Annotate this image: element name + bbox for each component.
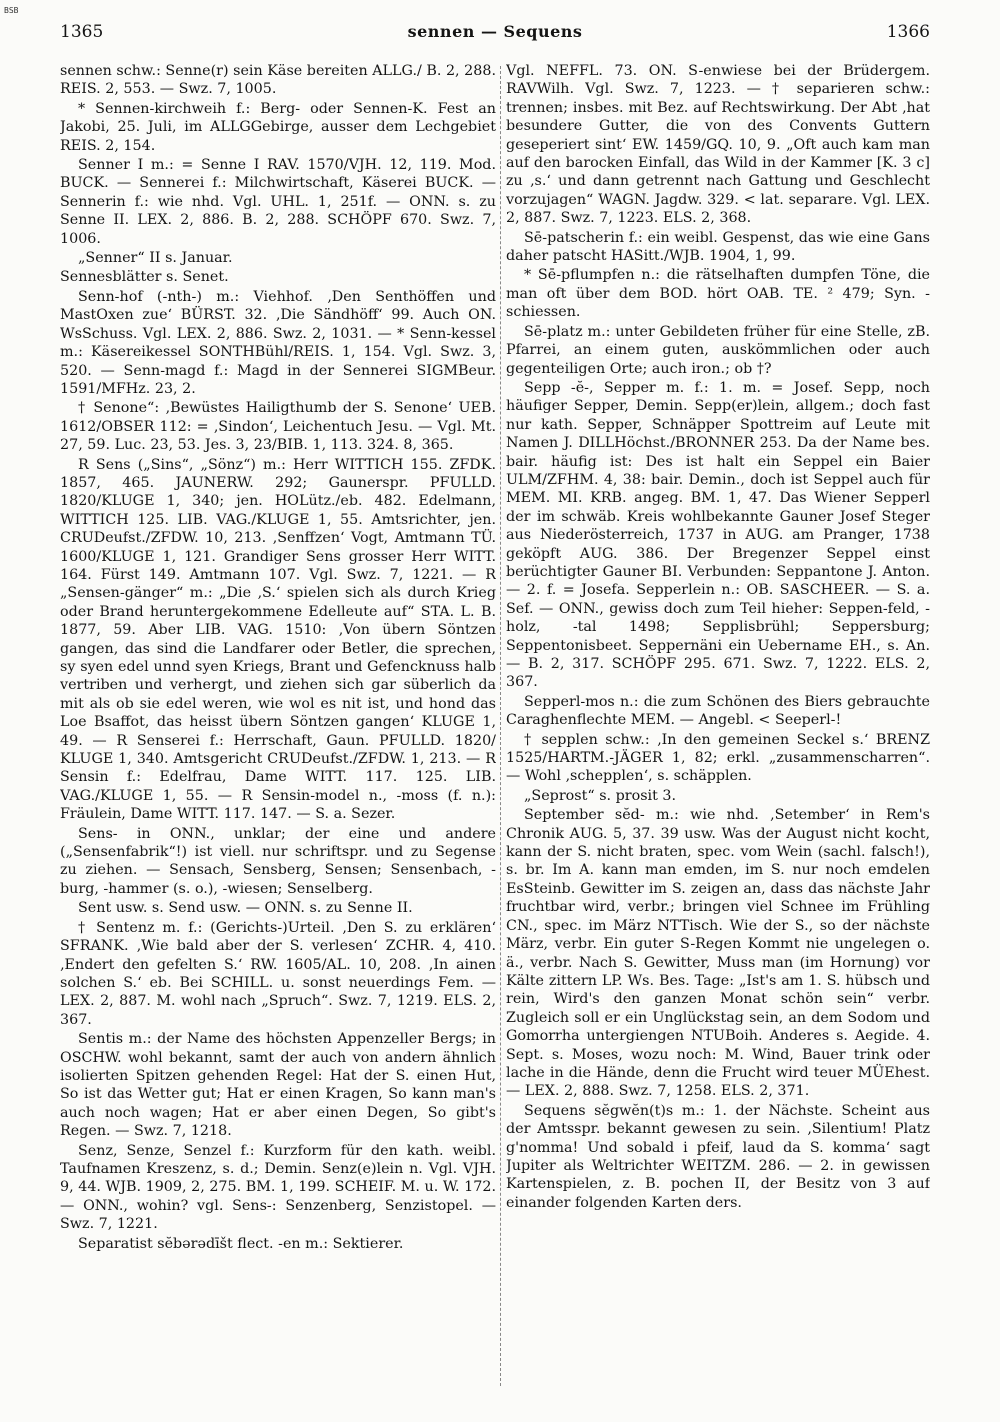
dictionary-entry: Sepperl-mos n.: die zum Schönen des Biers gebrauchte Caraghenflechte MEM. — Angebl. < Seeperl-! [506, 693, 930, 729]
dictionary-entry: Senn-hof (-nth-) m.: Viehhof. ‚Den Senthöffen und MastOxen zue‘ BÜRST. 32. ‚Die Sändhöff‘ 99. Auch ON. WsSchuss. Vgl. LEX. 2, 886. Swz. 2, 1031. — * Senn-kessel m.: Käsereikessel SONTHBühl/REIS. 1, 154. Vgl. Swz. 3, 520. — Senn-magd f.: Magd in der Sennerei SIGMBeur. 1591/MFHz. 23, 2. [60, 288, 496, 397]
dictionary-entry: Vgl. NEFFL. 73. ON. S-enwiese bei der Brüdergem. RAVWilh. Vgl. Swz. 7, 1223. — † separieren schw.: trennen; insbes. mit Bez. auf Rechtswirkung. Der Abt ‚hat besundere Gutter, die von des Convents Guttern geseperiert sint‘ EW. 1459/GQ. 10, 9. „Oft auch kam man auf den barocken Einfall, das Wild in der Kammer [K. 3 c] zu ‚s.‘ und dann getrennt nach Gattung und Geschlecht vorzujagen“ WAGN. Jagdw. 329. < lat. separare. Vgl. LEX. 2, 887. Swz. 7, 1223. ELS. 2, 368. [506, 63, 930, 227]
dictionary-entry: Sentis m.: der Name des höchsten Appenzeller Bergs; in OSCHW. wohl bekannt, samt der auch von andern ähnlich isolierten Spitzen gehenden Regel: Hat der S. einen Hut, So ist das Wetter gut; Hat er einen Kragen, So kann man's auch noch wagen; Hat er aber einen Degen, So gibt's Regen. — Swz. 7, 1218. [60, 1031, 496, 1140]
dictionary-entry: † Senone“: ‚Bewüstes Hailigthumb der S. Senone‘ UEB. 1612/OBSER 112: = ‚Sindon‘, Leichentuch Jesu. — Vgl. Mt. 27, 59. Luc. 23, 53. Jes. 3, 23/BIB. 1, 113. 324. 8, 365. [60, 400, 496, 454]
dictionary-entry: Sepp -ĕ-, Sepper m. f.: 1. m. = Josef. Sepp, noch häufiger Sepper, Demin. Sepp(er)lein, allgem.; doch fast nur kath. Sepper, Schnäpper Spottreim auf Leute mit Namen J. DILLHöchst./BRONNER 253. Da der Name bes. bair. häufig ist: Des ist halt ein Seppel ein Baier ULM/ZFHM. 4, 38: bair. Demin., doch ist Seppel auch für MEM. MI. KRB. angeg. BM. 1, 47. Das Wiener Sepperl der im schwäb. Kreis wohlbekannte Gauner Josef Steger aus Niederösterreich, 1737 in AUG. am Pranger, 1738 geköpft AUG. 386. Der Bregenzer Seppel einst berüchtigter Gauner BI. Verbunden: Seppantone J. Anton. — 2. f. = Josefa. Sepperlein n.: OB. SASCHEER. — S. a. Sef. — ONN., gewiss doch zum Teil hieher: Seppen-feld, -holz, -tal 1498; Sepplisbrühl; Seppersburg; Seppentonisbeet. Seppernäni ein Uebername EH., s. An. — B. 2, 317. SCHÖPF 295. 671. Swz. 7, 1222. ELS. 2, 367. [506, 379, 930, 691]
dictionary-entry: Sē-platz m.: unter Gebildeten früher für eine Stelle, zB. Pfarrei, an einem guten, auskömmlichen oder auch gegenteiligen Orte; auch iron.; ob †? [506, 323, 930, 377]
page-header [60, 18, 930, 46]
dictionary-entry: Sent usw. s. Send usw. — ONN. s. zu Senne II. [78, 900, 413, 917]
dictionary-entry: „Senner“ II s. Januar. [78, 250, 233, 267]
right-page-number: 1366 [886, 22, 930, 42]
dictionary-entry: September sĕd- m.: wie nhd. ‚Setember‘ in Rem's Chronik AUG. 5, 37. 39 usw. Was der August nicht kocht, kann der S. nicht braten, spec. vom Wein (sachl. falsch!), s. br. Im A. kann man emden, im S. nur noch emdelen EsSteinb. Gewitter im S. zeigen an, dass das nächste Jahr fruchtbar wird, verbr.; bringen viel Schnee im Frühling CN., spec. im März NTTisch. Wie der S., so der nächste März, verbr. Ein guter S-Regen Kommt nie ungelegen o. ä., verbr. Nach S. Gewitter, Muss man (im Hornung) vor Kälte zittern LP. Ws. Bes. Tage: „Ist's am 1. S. hübsch und rein, Wird's den ganzen Monat schön sein“ verbr. Zugleich soll er ein Unglückstag sein, an dem Sodom und Gomorrha untergiengen NTUBoih. Anderes s. Aegide. 4. Sept. s. Moses, wozu noch: M. Wind, Bauer trink oder lache in die Hände, denn die Frucht wird teuer MÜEhest. — LEX. 2, 888. Swz. 7, 1258. ELS. 2, 371. [506, 807, 930, 1100]
dictionary-entry: Senz, Senze, Senzel f.: Kurzform für den kath. weibl. Taufnamen Kreszenz, s. d.; Demin. Senz(e)lein n. Vgl. VJH. 9, 44. WJB. 1909, 2, 275. BM. 1, 199. SCHEIF. M. u. W. 172. — ONN., wohin? vgl. Sens-: Senzenberg, Senzistopel. — Swz. 7, 1221. [60, 1142, 496, 1233]
left-page-number: 1365 [60, 22, 104, 42]
dictionary-entry: † sepplen schw.: ‚In den gemeinen Seckel s.‘ BRENZ 1525/HARTM.-JÄGER 1, 82; erkl. „zusammenscharren“. — Wohl ‚schepplen‘, s. schäpplen. [506, 731, 930, 785]
dictionary-entry: „Seprost“ s. prosit 3. [524, 787, 677, 804]
left-column [60, 62, 496, 1382]
dictionary-entry: sennen schw.: Senne(r) sein Käse bereiten ALLG./ B. 2, 288. REIS. 2, 553. — Swz. 7, 1005. [60, 63, 496, 98]
right-column [506, 62, 930, 1382]
dictionary-entry: Sennesblätter s. Senet. [60, 269, 229, 286]
dictionary-entry: Sequens sĕgwĕn(t)s m.: 1. der Nächste. Scheint aus der Amtsspr. bekannt gewesen zu sein. ‚Silentium! Platz g'nomma! Und sobald i pfeif, laud da S. komma‘ sagt Jupiter als Weltrichter WEITZM. 286. — 2. in gewissen Kartenspielen, z. B. pochen II, der Besitz von 3 auf einander folgenden Karten ders. [506, 1102, 930, 1211]
dictionary-entry: * Sē-pflumpfen n.: die rätselhaften dumpfen Töne, die man oft über dem BOD. hört OAB. TE. ² 479; Syn. -schiessen. [506, 267, 930, 321]
dictionary-entry: Senner I m.: = Senne I RAV. 1570/VJH. 12, 119. Mod. BUCK. — Sennerei f.: Milchwirtschaft, Käserei BUCK. — Sennerin f.: wie nhd. Vgl. UHL. 1, 251f. — ONN. s. zu Senne II. LEX. 2, 886. B. 2, 288. SCHÖPF 670. Swz. 7, 1006. [60, 157, 496, 247]
dictionary-entry: * Sennen-kirchweih f.: Berg- oder Sennen-K. Fest an Jakobi, 25. Juli, im ALLGGebirge, ausser dem Lechgebiet REIS. 2, 154. [60, 100, 496, 154]
library-corner-tag: BSB [4, 6, 19, 15]
column-divider [500, 66, 501, 1386]
dictionary-entry: Separatist sĕbərədīšt flect. -en m.: Sektierer. [78, 1235, 404, 1252]
dictionary-entry: R Sens („Sins“, „Sönz“) m.: Herr WITTICH 155. ZFDK. 1857, 465. JAUNERW. 292; Gaunerspr. PFULLD. 1820/KLUGE 1, 340; jen. HOLütz./eb. 482. Edelmann, WITTICH 125. LIB. VAG./KLUGE 1, 55. Amtsrichter, jen. CRUDeufst./ZFDW. 10, 213. ‚Senffzen‘ Vogt, Amtmann TÜ. 1600/KLUGE 1, 121. Grandiger Sens grosser Herr WITT. 164. Fürst 149. Amtmann 107. Vgl. Swz. 7, 1221. — R „Sensen-gänger“ m.: „Die ‚S.‘ spielen sich als durch Krieg oder Brand heruntergekommene Edelleute auf“ STA. L. B. 1877, 59. Aber LIB. VAG. 1510: ‚Von übern Söntzen gangen, das sind die Landfarer oder Betler, die sprechen, sy syen edel unnd syen Kriegs, Brant und Gefencknuss halb vertriben und verhergt, und ziehen sich gar süberlich da mit als ob sie edel weren, wie wol es nit ist, und hond das Loe Bsaffot, das heisst übern Söntzen gangen‘ KLUGE 1, 49. — R Senserei f.: Herrschaft, Gaun. PFULLD. 1820/ KLUGE 1, 340. Amtsgericht CRUDeufst./ZFDW. 1, 213. — R Sensin f.: Edelfrau, Dame WITT. 117. 125. LIB. VAG./KLUGE 1, 55. — R Sensin-model n., -moss (f. n.): Fräulein, Dame WITT. 117. 147. — S. a. Sezer. [60, 456, 496, 823]
running-title: sennen — Sequens [407, 22, 583, 41]
dictionary-entry: Sē-patscherin f.: ein weibl. Gespenst, das wie eine Gans daher patscht HASitt./WJB. 1904, 1, 99. [506, 229, 930, 265]
dictionary-entry: Sens- in ONN., unklar; der eine und andere („Sensenfabrik“!) ist viell. nur schriftspr. und zu Segense zu ziehen. — Sensach, Sensberg, Sensen; Sensenbach, -burg, -hammer (s. o.), -wiesen; Senselberg. [60, 825, 496, 897]
dictionary-entry: † Sentenz m. f.: (Gerichts-)Urteil. ‚Den S. zu erklären‘ SFRANK. ‚Wie bald aber der S. verlesen‘ ZCHR. 4, 410. ‚Endert den gefelten S.‘ RW. 1605/AL. 10, 208. ‚In ainen solchen S.‘ eb. Bei SCHILL. u. sonst neuerdings Fem. — LEX. 2, 887. M. wohl nach „Spruch“. Swz. 7, 1219. ELS. 2, 367. [60, 919, 496, 1028]
